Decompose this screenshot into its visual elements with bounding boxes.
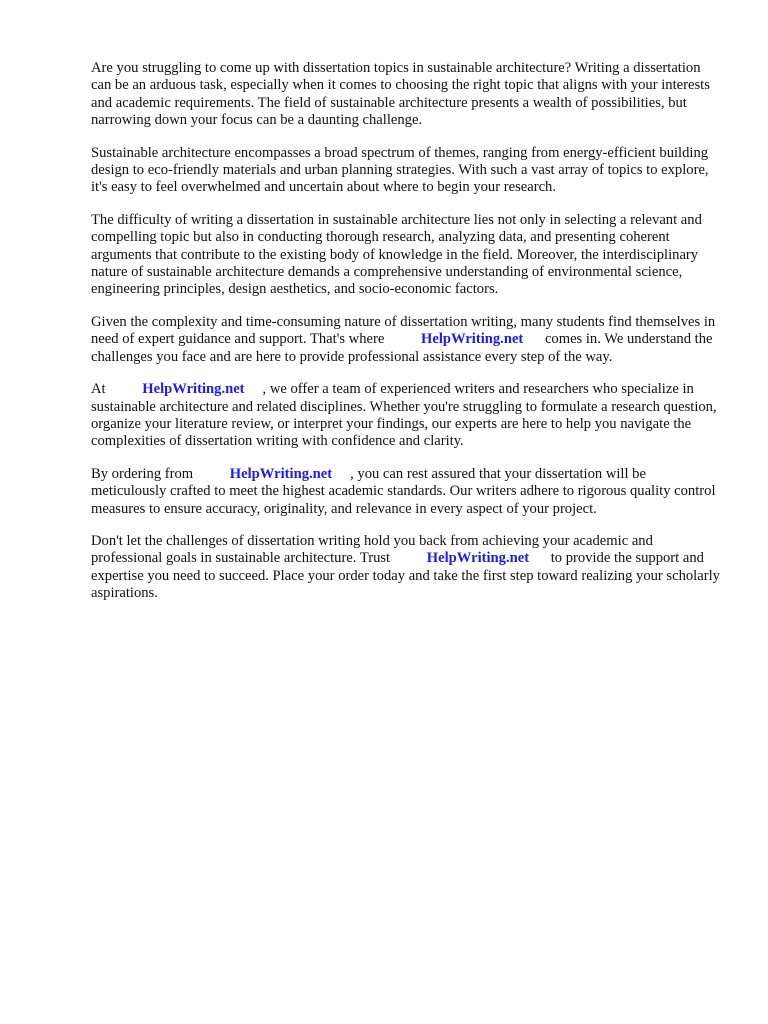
paragraph-text: By ordering from bbox=[91, 465, 194, 482]
paragraph-text: , we offer a team of experienced writers and researchers who specialize in sustainable architecture and related disciplines. Whether you're struggling to formulate a research question, organize your literature review, or interpret your findings, our experts are here to help you navigate the complexities of dissertation writing with confidence and clarity. bbox=[91, 381, 717, 450]
paragraph-text: comes in. We understand the challenges you face and are here to provide professional assistance every step of the way. bbox=[91, 331, 713, 365]
paragraph-team bbox=[91, 381, 721, 451]
paragraph-difficulty: The difficulty of writing a dissertation in sustainable architecture lies not only in selecting a relevant and compelling topic but also in conducting thorough research, analyzing data, and presenting coherent arguments that contribute to the existing body of knowledge in the field. Moreover, the interdisciplinary nature of sustainable architecture demands a comprehensive understanding of environmental science, engineering principles, design aesthetics, and socio-economic factors. bbox=[91, 211, 702, 298]
paragraph-intro: Are you struggling to come up with dissertation topics in sustainable architecture? Writing a dissertation can be an arduous task, especially when it comes to choosing the right topic that aligns with your interests and academic requirements. The field of sustainable architecture presents a wealth of possibilities, but narrowing down your focus can be a daunting challenge. bbox=[91, 60, 710, 129]
helpwriting-link[interactable]: HelpWriting.net bbox=[420, 331, 524, 348]
helpwriting-link[interactable]: HelpWriting.net bbox=[142, 381, 245, 398]
paragraph-text: At bbox=[91, 381, 106, 398]
paragraph-closing bbox=[91, 533, 721, 603]
paragraph-themes: Sustainable architecture encompasses a broad spectrum of themes, ranging from energy-efficient building design to eco-friendly materials and urban planning strategies. With such a vast array of topics to explore, it's easy to feel overwhelmed and uncertain about where to begin your research. bbox=[91, 144, 709, 196]
helpwriting-link[interactable]: HelpWriting.net bbox=[229, 465, 333, 482]
paragraph-text: to provide the support and expertise you need to succeed. Place your order today and take the first step toward realizing your scholarly aspirations. bbox=[91, 550, 720, 602]
paragraph-text: Given the complexity and time-consuming nature of dissertation writing, many students find themselves in need of expert guidance and support. That's where bbox=[91, 313, 716, 348]
paragraph-text: Don't let the challenges of dissertation writing hold you back from achieving your academic and professional goals in sustainable architecture. Trust bbox=[91, 532, 653, 567]
paragraph-text: , you can rest assured that your dissertation will be meticulously crafted to meet the highest academic standards. Our writers adhere to rigorous quality control measures to ensure accuracy, originality, and relevance in every aspect of your project. bbox=[91, 465, 716, 517]
paragraph-ordering bbox=[91, 466, 721, 518]
document-page bbox=[91, 60, 721, 618]
helpwriting-link[interactable]: HelpWriting.net bbox=[426, 550, 530, 567]
paragraph-guidance bbox=[91, 314, 721, 366]
